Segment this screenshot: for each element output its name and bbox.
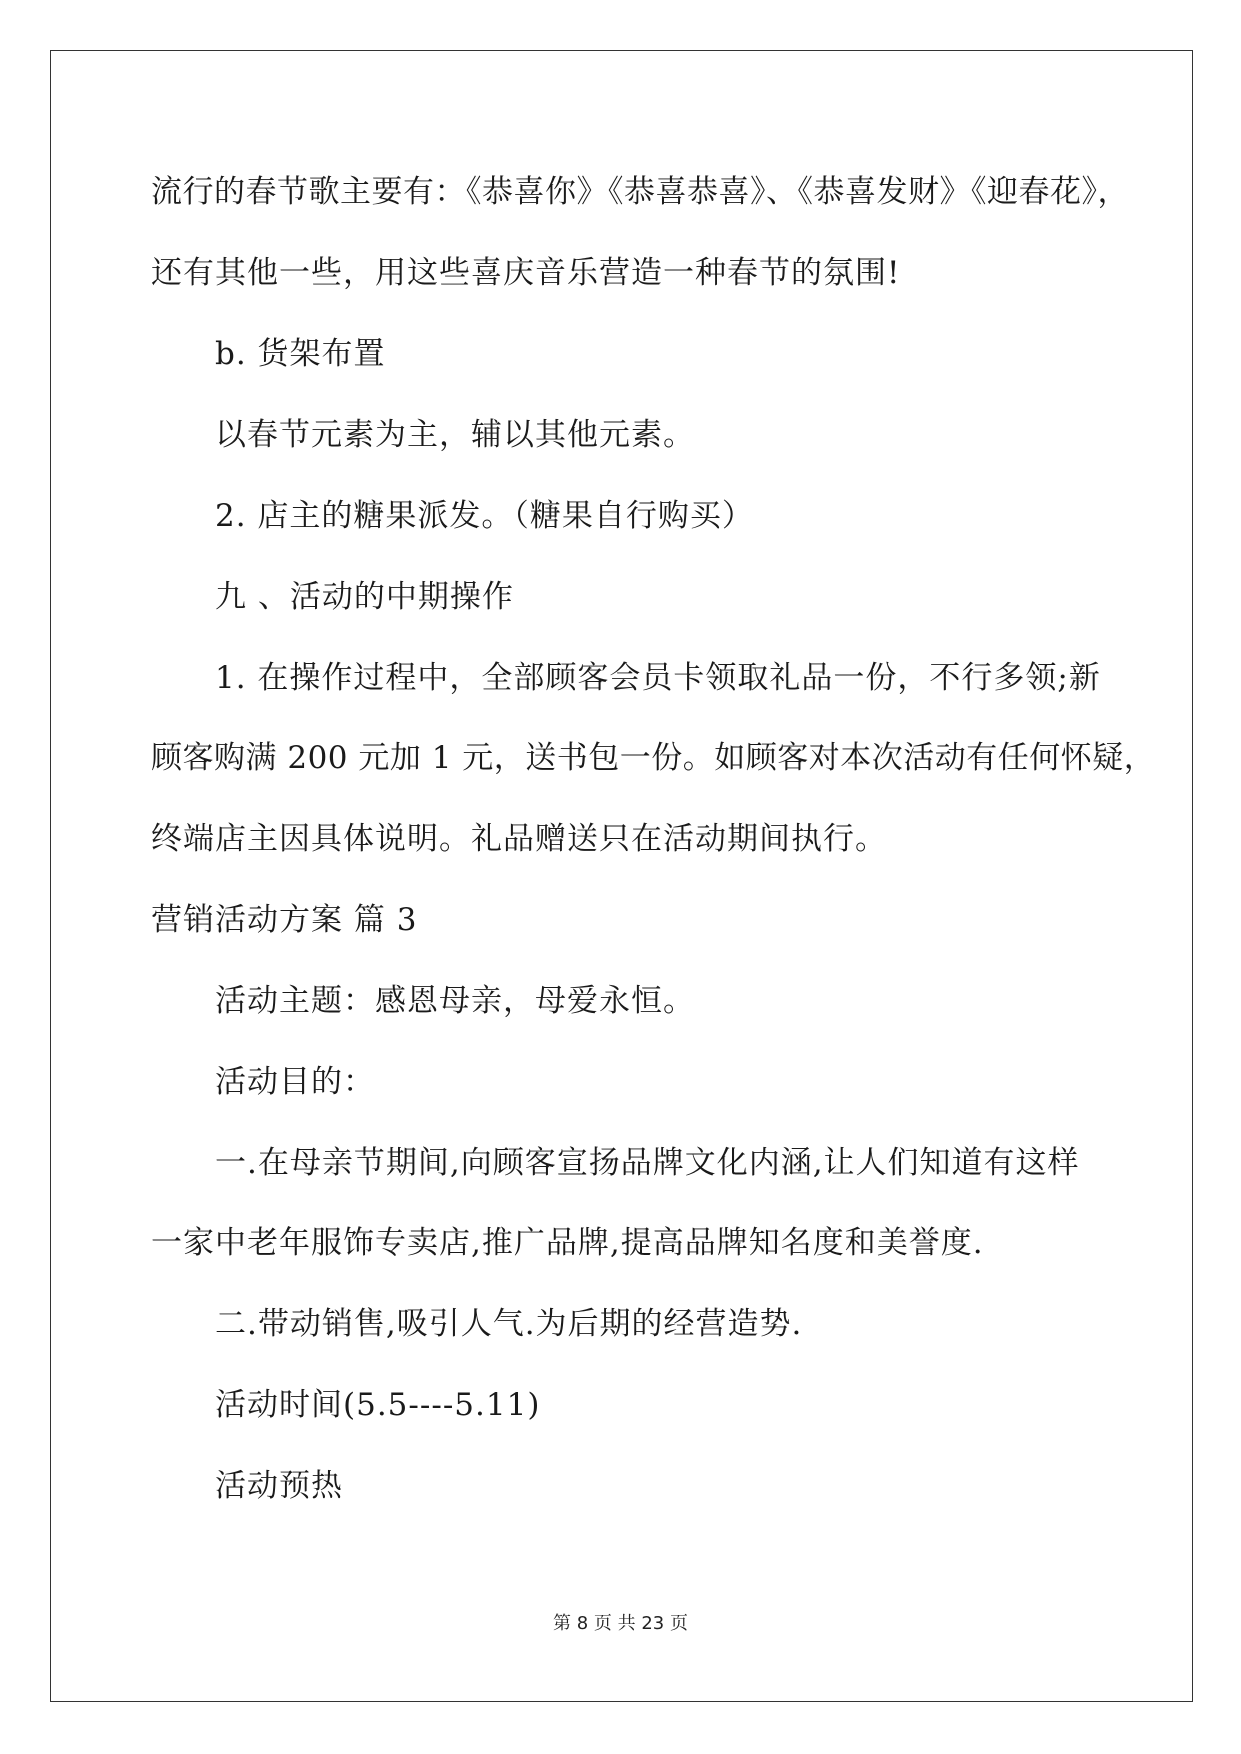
body-line-activity-time: 活动时间(5.5----5.11) — [215, 1387, 541, 1423]
body-line-operation-3: 终端店主因具体说明。礼品赠送只在活动期间执行。 — [151, 821, 887, 857]
body-line-operation-2: 顾客购满 200 元加 1 元，送书包一份。如顾客对本次活动有任何怀疑， — [151, 740, 1156, 776]
body-line-shelf-heading: b. 货架布置 — [215, 336, 386, 372]
body-line-theme: 活动主题：感恩母亲，母爱永恒。 — [215, 983, 695, 1019]
body-line-purpose-heading: 活动目的： — [215, 1064, 375, 1100]
body-line-purpose-2: 二.带动销售,吸引人气.为后期的经营造势. — [215, 1306, 803, 1342]
body-line-purpose-1a: 一.在母亲节期间,向顾客宣扬品牌文化内涵,让人们知道有这样 — [215, 1145, 1080, 1181]
page-border — [50, 50, 1193, 1702]
body-line-warmup: 活动预热 — [215, 1468, 343, 1504]
body-line-songs: 流行的春节歌主要有：《恭喜你》《恭喜恭喜》、《恭喜发财》《迎春花》， — [151, 174, 1129, 210]
section-heading-plan-3: 营销活动方案 篇 3 — [151, 902, 418, 938]
body-line-operation-1: 1. 在操作过程中，全部顾客会员卡领取礼品一份，不行多领;新 — [215, 660, 1101, 696]
body-line-purpose-1b: 一家中老年服饰专卖店,推广品牌,提高品牌知名度和美誉度. — [151, 1225, 984, 1261]
body-line-atmosphere: 还有其他一些，用这些喜庆音乐营造一种春节的氛围! — [151, 255, 901, 291]
section-heading-mid-operation: 九 、活动的中期操作 — [215, 579, 514, 615]
body-line-candy: 2. 店主的糖果派发。（糖果自行购买） — [215, 498, 754, 534]
page-number-footer: 第 8 页 共 23 页 — [553, 1613, 688, 1634]
body-line-shelf-detail: 以春节元素为主，辅以其他元素。 — [215, 417, 695, 453]
